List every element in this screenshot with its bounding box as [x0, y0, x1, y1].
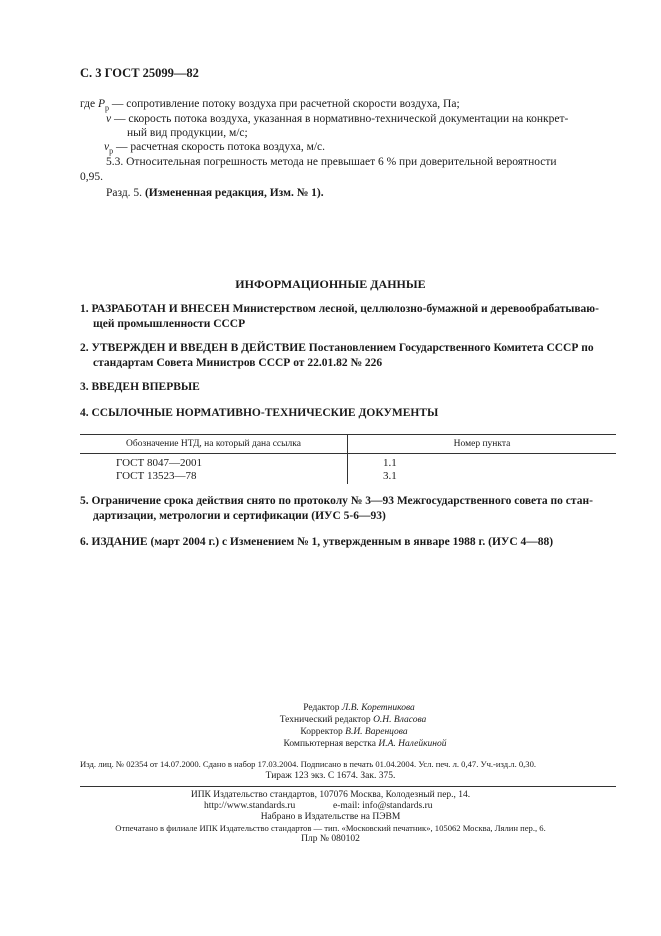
- symbol-p: P: [97, 98, 106, 110]
- info-title: ИНФОРМАЦИОННЫЕ ДАННЫЕ: [235, 277, 426, 291]
- table-cell-doc: ГОСТ 13523—78: [116, 470, 197, 482]
- credit-person: И.А. Налейкиной: [378, 739, 447, 749]
- imprint-line-1: Изд. лиц. № 02354 от 14.07.2000. Сдано в набор 17.03.2004. Подписано в печать 01.04.2004. Усл. печ. л. 0,47. Уч.-изд.л. 0,30.: [80, 759, 537, 769]
- formula-prefix: где: [80, 98, 96, 110]
- table-col2-header: Номер пункта: [453, 439, 511, 449]
- credit-role: Редактор: [303, 703, 340, 713]
- revision-bold: (Измененная редакция, Изм. № 1).: [144, 187, 324, 199]
- credit-role: Технический редактор: [279, 715, 371, 725]
- table-header-rule: [80, 453, 616, 454]
- credit-person: О.Н. Власова: [373, 715, 427, 725]
- symbol-vp: v: [104, 141, 110, 153]
- formula-line-3: ный вид продукции, м/с;: [127, 127, 248, 139]
- publisher-license: Плр № 080102: [301, 834, 360, 844]
- publisher-email: e-mail: info@standards.ru: [333, 801, 433, 811]
- publisher-website: http://www.standards.ru: [204, 801, 296, 811]
- revision-note: [106, 186, 324, 201]
- credit-editor: [0, 703, 661, 713]
- credit-role: Компьютерная верстка: [283, 739, 376, 749]
- credit-tech-editor: [0, 715, 661, 725]
- clause-5-3-line-2: 0,95.: [80, 171, 103, 183]
- formula-line-2: [106, 112, 568, 127]
- table-top-rule: [80, 434, 616, 435]
- item-4: 4. ССЫЛОЧНЫЕ НОРМАТИВНО-ТЕХНИЧЕСКИЕ ДОКУМЕНТЫ: [80, 407, 439, 419]
- table-col1-header: Обозначение НТД, на который дана ссылка: [126, 439, 301, 449]
- publisher-printed: Отпечатано в филиале ИПК Издательство стандартов — тип. «Московский печатник», 105062 Москва, Лялин пер., 6.: [115, 823, 546, 833]
- item-6: 6. ИЗДАНИЕ (март 2004 г.) с Изменением № 1, утвержденным в январе 1988 г. (ИУС 4—88): [80, 536, 554, 548]
- table-row: [116, 470, 196, 482]
- formula-line-2-text: — скорость потока воздуха, указанная в нормативно-технической документации на конкрет-: [113, 113, 569, 125]
- formula-line-1-text: — сопротивление потоку воздуха при расчетной скорости воздуха, Па;: [111, 98, 460, 110]
- credit-layout: [0, 739, 661, 749]
- revision-prefix: Разд. 5.: [106, 187, 143, 199]
- footer-rule: [80, 786, 616, 787]
- symbol-vp-sub: р: [109, 146, 114, 156]
- item-5-line-1: 5. Ограничение срока действия снято по протоколу № 3—93 Межгосударственного совета по стан-: [80, 495, 593, 507]
- credit-corrector: [0, 727, 661, 737]
- formula-line-4-text: — расчетная скорость потока воздуха, м/с.: [115, 141, 326, 153]
- item-2-line-1: 2. УТВЕРЖДЕН И ВВЕДЕН В ДЕЙСТВИЕ Постановлением Государственного Комитета СССР по: [80, 342, 594, 354]
- symbol-v: v: [106, 113, 112, 125]
- table-row: [116, 457, 202, 469]
- item-5-line-2: дартизации, метрологии и сертификации (ИУС 5-6—93): [93, 510, 386, 522]
- imprint-line-2: Тираж 123 экз. С 1674. Зак. 375.: [265, 771, 396, 781]
- item-1-line-1: 1. РАЗРАБОТАН И ВНЕСЕН Министерством лесной, целлюлозно-бумажной и деревообрабатываю-: [80, 303, 599, 315]
- page-header: С. 3 ГОСТ 25099—82: [80, 66, 199, 80]
- table-cell-clause: 3.1: [383, 470, 397, 482]
- table-cell-doc: ГОСТ 8047—2001: [116, 457, 202, 469]
- clause-5-3-line-1: 5.3. Относительная погрешность метода не превышает 6 % при доверительной вероятности: [106, 156, 557, 168]
- credit-person: Л.В. Коретникова: [341, 703, 415, 713]
- item-3: 3. ВВЕДЕН ВПЕРВЫЕ: [80, 381, 200, 393]
- symbol-p-sub: р: [105, 103, 110, 113]
- credit-role: Корректор: [300, 727, 343, 737]
- credit-person: В.И. Варенцова: [345, 727, 408, 737]
- publisher-address: ИПК Издательство стандартов, 107076 Москва, Колодезный пер., 14.: [190, 790, 471, 800]
- publisher-typeset: Набрано в Издательстве на ПЭВМ: [260, 812, 401, 822]
- item-1-line-2: щей промышленности СССР: [93, 318, 246, 330]
- item-2-line-2: стандартам Совета Министров СССР от 22.01.82 № 226: [93, 357, 383, 369]
- table-cell-clause: 1.1: [383, 457, 397, 469]
